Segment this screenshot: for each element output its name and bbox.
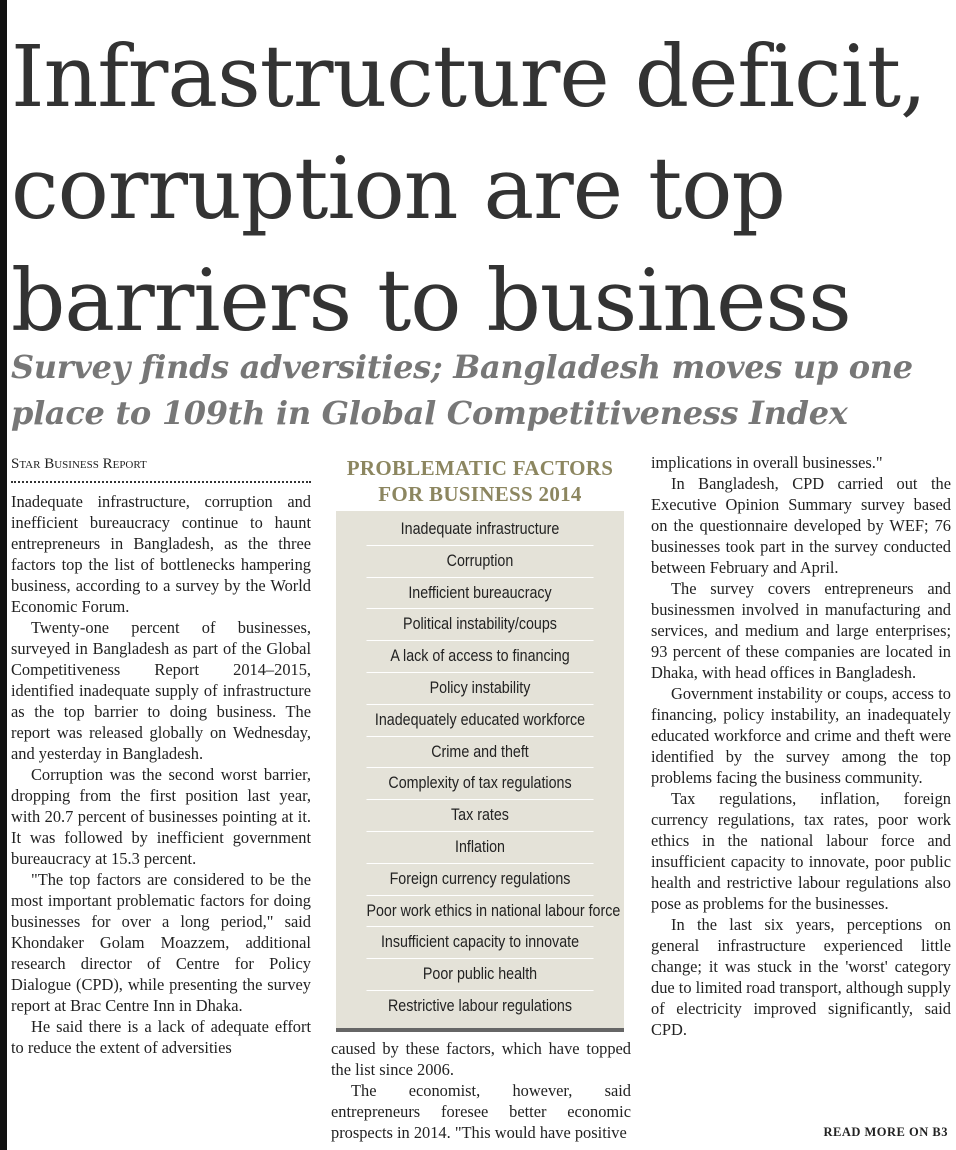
paragraph: Inadequate infrastructure, corruption and inefficient bureaucracy continue to haunt entrepreneurs in Bangladesh, as the three factors top the list of bottlenecks hampering business, according to a survey by the World Economic Forum.: [11, 492, 311, 616]
article-column-2: [331, 1038, 631, 1143]
paragraph: implications in overall businesses.": [651, 453, 883, 472]
sidebar-title-line: FOR BUSINESS 2014: [378, 482, 582, 506]
factor-item: Complexity of tax regulations: [366, 768, 593, 800]
paragraph: Government instability or coups, access to financing, policy instability, an inadequately educated workforce and crime and theft were identified by the survey among the top problems facing the business community.: [651, 684, 951, 787]
factor-item: A lack of access to financing: [366, 641, 593, 673]
factor-item: Foreign currency regulations: [366, 864, 593, 896]
read-more-link[interactable]: READ MORE ON B3: [823, 1125, 948, 1139]
article-column-1: [11, 455, 311, 1058]
subheadline-line: Survey finds adversities; Bangladesh moves up one: [11, 348, 913, 386]
paragraph: The survey covers entrepreneurs and businessmen involved in manufacturing and services, and medium and large enterprises; 93 percent of these companies are located in Dhaka, with head offices in Bangladesh.: [651, 579, 951, 682]
article-column-3: [651, 452, 951, 1040]
paragraph: caused by these factors, which have topped the list since 2006.: [331, 1039, 631, 1079]
factor-item: Restrictive labour regulations: [387, 995, 573, 1015]
factor-item: Poor public health: [366, 959, 593, 991]
paragraph: The economist, however, said entrepreneurs foresee better economic prospects in 2014. "This would have positive: [331, 1081, 631, 1142]
problematic-factors-sidebar: [336, 455, 624, 1032]
factor-item: Inflation: [366, 832, 593, 864]
sidebar-title-line: PROBLEMATIC FACTORS: [346, 456, 614, 480]
subheadline: [11, 344, 951, 436]
factor-item: Inadequately educated workforce: [366, 705, 593, 737]
factor-item: Corruption: [366, 546, 593, 578]
factor-item: Poor work ethics in national labour force: [366, 896, 593, 928]
factor-item: Policy instability: [366, 673, 593, 705]
paragraph: In the last six years, perceptions on general infrastructure experienced little change; it was stuck in the 'worst' category due to limited road transport, although supply of electricity improved significantly, said CPD.: [651, 915, 951, 1039]
factor-item: Crime and theft: [366, 737, 593, 769]
paragraph: Corruption was the second worst barrier, dropping from the first position last year, with 20.7 percent of businesses pointing at it. It was followed by inefficient government bureaucracy at 15.3 percent.: [11, 765, 311, 868]
factor-item: Inefficient bureaucracy: [366, 578, 593, 610]
byline: Star Business Report: [11, 456, 147, 472]
headline-line: barriers to business: [11, 252, 851, 351]
paragraph: Twenty-one percent of businesses, surveyed in Bangladesh as part of the Global Competitiveness Report 2014–2015, identified inadequate supply of infrastructure as the top barrier to doing business. The report was released globally on Wednesday, and yesterday in Bangladesh.: [11, 618, 311, 763]
paragraph: In Bangladesh, CPD carried out the Executive Opinion Summary survey based on the questionnaire developed by WEF; 76 businesses took part in the survey conducted between February and April.: [651, 474, 951, 577]
factor-list: [336, 511, 624, 1032]
paragraph: He said there is a lack of adequate effort to reduce the extent of adversities: [11, 1017, 311, 1057]
factor-item: Political instability/coups: [366, 609, 593, 641]
factor-item: Tax rates: [366, 800, 593, 832]
factor-item: Insufficient capacity to innovate: [366, 927, 593, 959]
headline-line: corruption are top: [11, 140, 785, 239]
byline-divider: [11, 481, 311, 483]
page-edge-bar: [0, 0, 7, 1150]
factor-item: Inadequate infrastructure: [366, 514, 593, 546]
headline-line: Infrastructure deficit,: [11, 28, 927, 127]
sidebar-title: [336, 455, 624, 507]
subheadline-line: place to 109th in Global Competitiveness Index: [11, 394, 848, 432]
paragraph: Tax regulations, inflation, foreign currency regulations, tax rates, poor work ethics in the national labour force and insufficient capacity to innovate, poor public health and restrictive labour regulations also pose as problems for the businesses.: [651, 789, 951, 913]
paragraph: "The top factors are considered to be the most important problematic factors for doing businesses for over a long period," said Khondaker Golam Moazzem, additional research director of Centre for Policy Dialogue (CPD), while presenting the survey report at Brac Centre Inn in Dhaka.: [11, 870, 311, 1015]
headline: [11, 22, 951, 358]
